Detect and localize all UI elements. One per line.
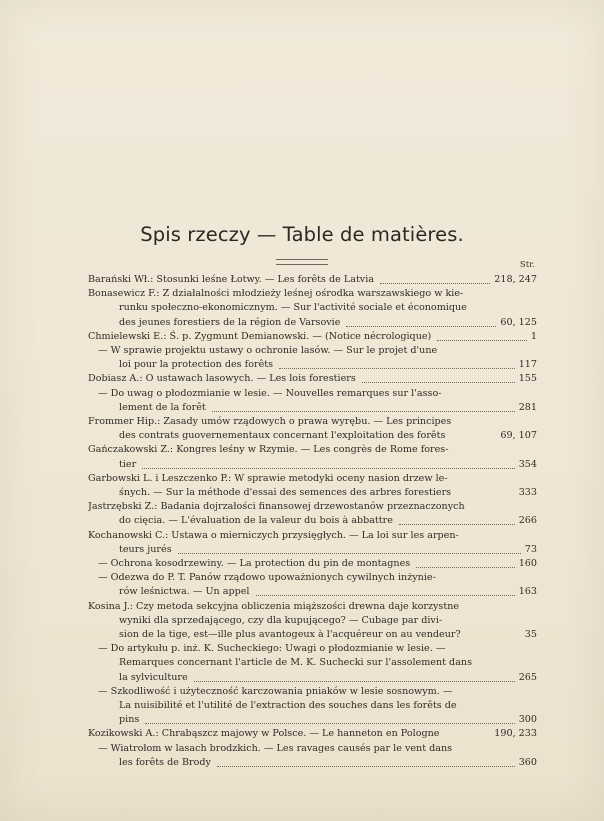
toc-entry-text: Kochanowski C.: Ustawa o mierniczych przysięgłych. — La loi sur les arpen- bbox=[88, 529, 459, 541]
toc-line bbox=[119, 699, 537, 713]
toc-line bbox=[119, 656, 537, 670]
toc-entry-text: teurs jurés bbox=[119, 543, 172, 555]
toc-line bbox=[119, 671, 537, 685]
toc-line bbox=[98, 344, 537, 358]
toc-entry-text: — Szkodliwość i użyteczność karczowania pniaków w lesie sosnowym. — bbox=[98, 685, 453, 697]
toc-page-number: 163 bbox=[518, 586, 537, 598]
toc-entry-text: rów leśnictwa. — Un appel bbox=[119, 586, 250, 598]
dot-leader bbox=[279, 365, 515, 369]
toc-entry-text: tier bbox=[119, 458, 137, 470]
toc-entry-text: — Wiatrołom w lasach brodzkich. — Les ravages causés par le vent dans bbox=[98, 742, 453, 754]
toc-entry-text: La nuisibilité et l'utilité de l'extraction des souches dans les forêts de bbox=[119, 700, 457, 711]
toc-line bbox=[88, 529, 537, 543]
toc-entry-text: — Odezwa do P. T. Panów rządowo upoważnionych cywilnych inżynie- bbox=[98, 572, 436, 584]
toc-line bbox=[88, 472, 537, 486]
toc-line bbox=[119, 614, 537, 628]
toc-entry-text: Gańczakowski Z.: Kongres leśny w Rzymie. — Les congrès de Rome fores- bbox=[88, 444, 449, 456]
toc-page-number: 117 bbox=[518, 359, 537, 371]
toc-page-number: 266 bbox=[518, 515, 537, 527]
dot-leader bbox=[217, 763, 515, 767]
dot-leader bbox=[256, 592, 515, 596]
toc-line bbox=[88, 287, 537, 301]
toc-entry-text: Frommer Hip.: Zasady umów rządowych o prawa wyrębu. — Les principes bbox=[88, 416, 452, 427]
toc-entry-text: — W sprawie projektu ustawy o ochronie lasów. — Sur le projet d'une bbox=[98, 345, 438, 356]
toc-line bbox=[88, 330, 537, 344]
toc-line bbox=[88, 273, 537, 287]
toc-line bbox=[88, 500, 537, 514]
toc-line bbox=[98, 685, 537, 699]
toc-line bbox=[119, 543, 537, 557]
toc-entry-text: — Do uwag o płodozmianie w lesie. — Nouvelles remarques sur l'asso- bbox=[98, 387, 442, 399]
toc-line bbox=[119, 756, 537, 770]
toc-line bbox=[98, 642, 537, 656]
toc-line bbox=[119, 401, 537, 415]
toc-line bbox=[88, 600, 537, 614]
toc-entry-text: la sylviculture bbox=[119, 671, 188, 683]
toc-entry-text: lement de la forêt bbox=[119, 401, 206, 413]
toc-line bbox=[98, 387, 537, 401]
dot-leader bbox=[437, 337, 527, 341]
toc-line bbox=[88, 415, 537, 429]
toc-entry-text: Jastrzębski Z.: Badania dojrzałości finansowej drzewostanów przeznaczonych bbox=[88, 501, 465, 513]
toc-entry-text: Bonasewicz F.: Z działalności młodzieży leśnej ośrodka warszawskiego w kie- bbox=[88, 288, 464, 300]
toc-entry-text: — Ochrona kosodrzewiny. — La protection du pin de montagnes bbox=[98, 558, 411, 569]
toc-line bbox=[88, 372, 537, 386]
toc-line bbox=[98, 742, 537, 756]
toc-entry-text: Dobiasz A.: O ustawach lasowych. — Les lois forestiers bbox=[88, 373, 356, 385]
toc-line bbox=[119, 429, 537, 443]
dot-leader bbox=[142, 465, 515, 469]
dot-leader bbox=[416, 564, 515, 568]
dot-leader bbox=[194, 678, 515, 682]
toc-page-number: 281 bbox=[518, 401, 537, 413]
toc-line bbox=[119, 628, 537, 642]
toc-line bbox=[98, 557, 537, 571]
page-title: Spis rzeczy — Table de matières. bbox=[140, 223, 464, 246]
toc-entry-text: do cięcia. — L'évaluation de la valeur du bois à abbattre bbox=[119, 515, 393, 527]
toc-entry-text: des jeunes forestiers de la région de Varsovie bbox=[119, 316, 341, 328]
toc-line bbox=[88, 443, 537, 457]
toc-entry-text: Kozikowski A.: Chrabąszcz majowy w Polsce. — Le hanneton en Pologne bbox=[88, 728, 440, 740]
toc-entry-text: śnych. — Sur la méthode d'essai des semences des arbres forestiers bbox=[119, 487, 452, 498]
toc-entry-text: Kosina J.: Czy metoda sekcyjna obliczenia miąższości drewna daje korzystne bbox=[88, 600, 460, 612]
toc-line bbox=[119, 301, 537, 315]
toc-line bbox=[88, 727, 537, 741]
toc-page-number: 69, 107 bbox=[500, 430, 537, 442]
dot-leader bbox=[362, 379, 515, 383]
title-double-rule bbox=[276, 259, 328, 265]
dot-leader bbox=[145, 720, 514, 724]
toc-page-number: 360 bbox=[518, 756, 537, 768]
toc-entry-text: loi pour la protection des forêts bbox=[119, 359, 274, 371]
toc-line bbox=[119, 486, 537, 500]
toc-page-number: 300 bbox=[518, 714, 537, 726]
toc-entry-text: — Do artykułu p. inż. K. Sucheckiego: Uwagi o płodozmianie w lesie. — bbox=[98, 643, 446, 655]
toc-entry-text: pins bbox=[119, 714, 140, 726]
toc-page-number: 354 bbox=[518, 458, 537, 470]
toc-entry-text: wyniki dla sprzedającego, czy dla kupującego? — Cubage par divi- bbox=[119, 614, 443, 626]
toc-page-number: 218, 247 bbox=[494, 274, 537, 285]
dot-leader bbox=[212, 408, 515, 412]
toc-entry-text: runku społeczno-ekonomicznym. — Sur l'activité sociale et économique bbox=[119, 302, 467, 314]
toc-page-number: 35 bbox=[524, 629, 537, 640]
dot-leader bbox=[178, 550, 521, 554]
page-column-label: Str. bbox=[519, 260, 535, 270]
toc-line bbox=[119, 458, 537, 472]
toc-page-number: 160 bbox=[518, 558, 537, 569]
toc-page-number: 1 bbox=[530, 330, 537, 342]
toc-page-number: 190, 233 bbox=[494, 728, 537, 740]
toc-entry-text: Remarques concernant l'article de M. K. Suchecki sur l'assolement dans bbox=[119, 657, 473, 669]
toc-entry-text: Garbowski L. i Leszczenko P.: W sprawie metodyki oceny nasion drzew le- bbox=[88, 472, 448, 484]
toc-entry-text: Chmielewski E.: Ś. p. Zygmunt Demianowski. — (Notice nécrologique) bbox=[88, 330, 432, 342]
toc-entry-text: sion de la tige, est—ille plus avantogeux à l'acquéreur on au vendeur? bbox=[119, 629, 461, 640]
toc-entry-text: les forêts de Brody bbox=[119, 756, 211, 768]
toc-line bbox=[119, 585, 537, 599]
toc-line bbox=[119, 713, 537, 727]
toc-page-number: 60, 125 bbox=[500, 316, 537, 328]
toc-page-number: 155 bbox=[518, 373, 537, 385]
toc-entry-text: Barański Wł.: Stosunki leśne Łotwy. — Les forêts de Latvia bbox=[88, 274, 375, 285]
toc-line bbox=[119, 358, 537, 372]
toc-entry-text: des contrats guovernementaux concernant l'exploitation des forêts bbox=[119, 430, 446, 442]
toc-page-number: 333 bbox=[518, 487, 537, 498]
toc-page-number: 265 bbox=[518, 671, 537, 683]
toc-line bbox=[98, 571, 537, 585]
dot-leader bbox=[399, 521, 515, 525]
toc-page-number: 73 bbox=[524, 543, 537, 555]
dot-leader bbox=[346, 323, 496, 327]
dot-leader bbox=[380, 280, 490, 284]
toc-line bbox=[119, 514, 537, 528]
toc-line bbox=[119, 316, 537, 330]
